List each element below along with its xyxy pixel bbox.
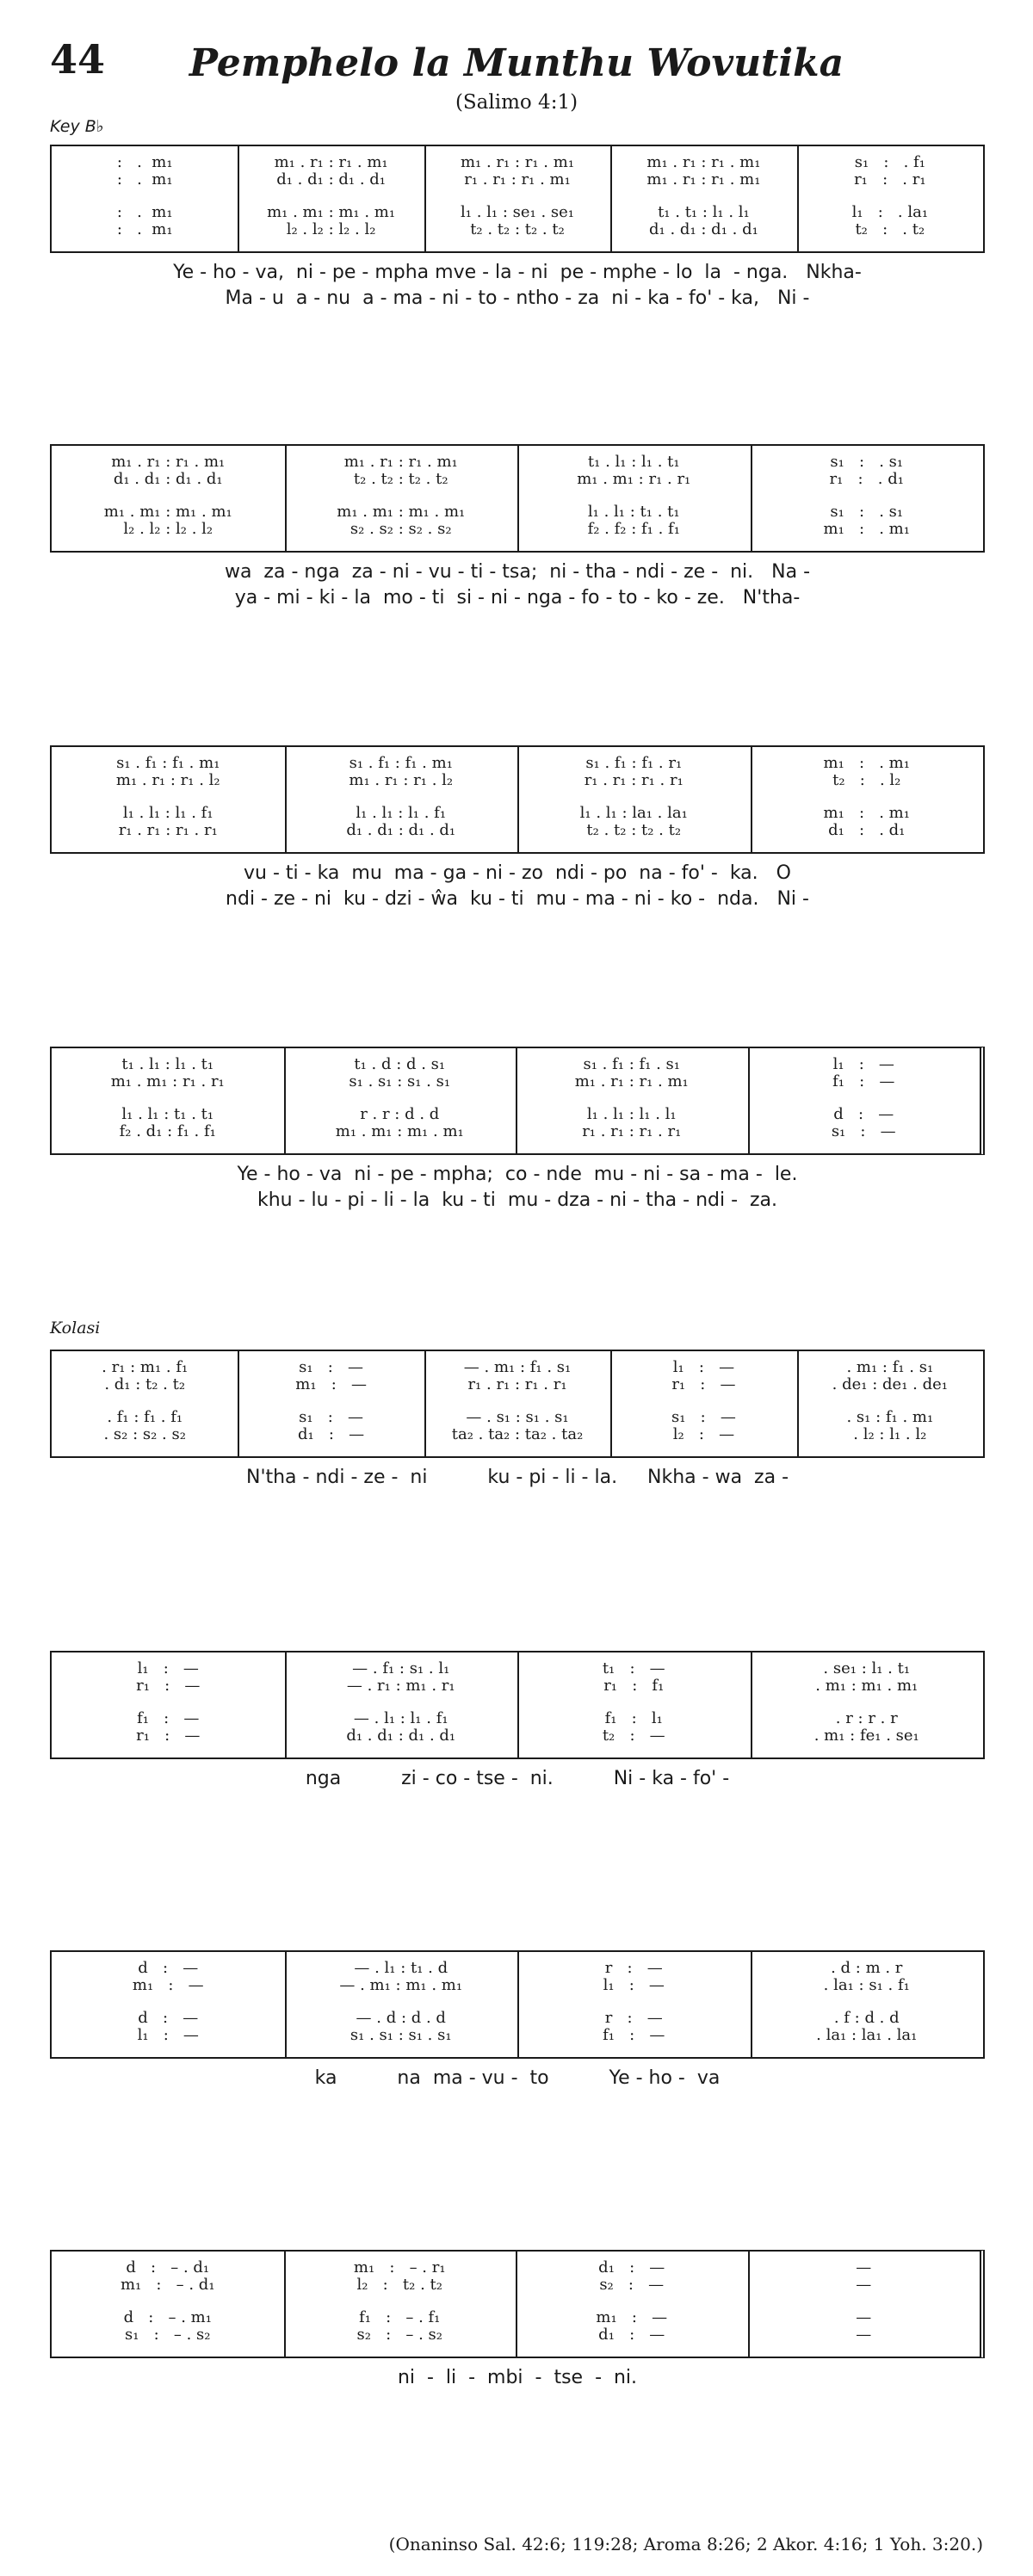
lyric-line	[50, 1768, 985, 1794]
measure-notes: d : —	[138, 1959, 199, 1977]
measure-notes: m₁ . r₁ : r₁ . m₁	[111, 453, 226, 471]
notation-row	[52, 1976, 983, 1997]
lyric-text: ni - li - mbi - tse - ni.	[397, 2367, 638, 2388]
measure-notes: m₁ : . m₁	[823, 804, 910, 822]
measure-notes: — . d : d . d	[356, 2009, 446, 2027]
measure-notes: m₁ . m₁ : r₁ . r₁	[110, 1072, 225, 1090]
measure-notes: r₁ . r₁ : r₁ . r₁	[584, 771, 684, 789]
measure-notes: m₁ : . m₁	[823, 754, 910, 772]
measure-notes: . s₁ : f₁ . m₁	[846, 1408, 934, 1426]
measure-notes: . r : r . r	[835, 1709, 898, 1727]
measure-notes: . d₁ : t₂ . t₂	[104, 1375, 186, 1393]
notation-row	[52, 470, 983, 491]
measure-notes: m₁ . m₁ : r₁ . r₁	[577, 470, 691, 488]
measure-notes: t₁ . l₁ : l₁ . t₁	[587, 453, 680, 471]
measure-notes: s₁ : – . s₂	[125, 2326, 211, 2344]
measure-notes: t₂ : . t₂	[855, 220, 925, 238]
music-system	[50, 1047, 985, 1215]
measure-notes: . se₁ : l₁ . t₁	[823, 1659, 911, 1677]
measure-notes: . l₂ : l₁ . l₂	[853, 1425, 927, 1443]
lyric-text: vu - ti - ka mu ma - ga - ni - zo ndi - po na - fo' - ka. O	[244, 862, 791, 884]
measure-notes: r₁ : —	[136, 1677, 201, 1695]
notation-row	[52, 1072, 980, 1093]
lyrics-block	[50, 561, 985, 613]
measure-notes: —	[856, 2326, 872, 2344]
measure-notes: . m₁ : fe₁ . se₁	[813, 1727, 919, 1745]
footer-references: (Onaninso Sal. 42:6; 119:28; Aroma 8:26; 2 Akor. 4:16; 1 Yoh. 3:20.)	[388, 2534, 983, 2554]
measure-notes: l₁ : —	[672, 1358, 735, 1376]
lyric-text: khu - lu - pi - li - la ku - ti mu - dza - ni - tha - ndi - za.	[257, 1189, 778, 1211]
measure-notes: r₁ . r₁ : r₁ . r₁	[118, 821, 218, 839]
measure-notes: r₁ : —	[671, 1375, 736, 1393]
measure-notes: l₁ : . la₁	[851, 203, 929, 221]
lyric-text: ya - mi - ki - la mo - ti si - ni - nga - fo - to - ko - ze. N'tha-	[234, 587, 801, 608]
music-system	[50, 1350, 985, 1492]
measure-notes: l₁ . l₁ : l₁ . l₁	[586, 1105, 677, 1123]
measure-notes: s₁ : —	[299, 1358, 364, 1376]
measure-notes: d₁ . d₁ : d₁ . d₁	[649, 220, 758, 238]
measure-notes: d₁ : —	[598, 2258, 665, 2276]
measure-notes: r₁ : —	[136, 1727, 201, 1745]
lyric-text: Ye - ho - va ni - pe - mpha; co - nde mu - ni - sa - ma - le.	[237, 1164, 798, 1185]
measure-notes: m₁ . m₁ : m₁ . m₁	[337, 503, 466, 521]
staff-box	[50, 145, 985, 253]
measure-notes: m₁ . r₁ : r₁ . m₁	[460, 153, 575, 171]
measure-notes: l₁ . l₁ : t₁ . t₁	[587, 503, 680, 521]
measure-notes: t₁ . d : d . s₁	[354, 1055, 446, 1073]
measure-notes: m₁ : —	[295, 1375, 367, 1393]
measure-notes: s₁ . f₁ : f₁ . m₁	[116, 754, 220, 772]
measure-notes: — . l₁ : t₁ . d	[354, 1959, 448, 1977]
lyric-line	[50, 2067, 985, 2093]
measure-notes: l₂ : t₂ . t₂	[356, 2276, 442, 2294]
measure-notes: d : —	[833, 1105, 894, 1123]
notation-row	[52, 1727, 983, 1747]
notation-row	[52, 2276, 980, 2296]
lyrics-block	[50, 1768, 985, 1794]
measure-notes: . de₁ : de₁ . de₁	[832, 1375, 948, 1393]
music-system	[50, 1651, 985, 1794]
lyric-line	[50, 587, 985, 613]
measure-notes: l₁ . l₁ : t₁ . t₁	[121, 1105, 214, 1123]
measure-notes: : . m₁	[116, 220, 173, 238]
measure-notes: s₁ : . f₁	[854, 153, 925, 171]
measure-notes: d₁ : —	[298, 1425, 365, 1443]
lyric-text: wa za - nga za - ni - vu - ti - tsa; ni - tha - ndi - ze - ni. Na -	[224, 561, 811, 583]
measure-notes: t₂ : —	[602, 1727, 665, 1745]
measure-notes: l₁ . l₁ : l₁ . f₁	[356, 804, 447, 822]
lyrics-block	[50, 862, 985, 914]
measure-notes: : . m₁	[116, 203, 173, 221]
lyric-line	[50, 862, 985, 888]
measure-notes: r : —	[604, 2009, 663, 2027]
measure-notes: f₁ : – . f₁	[359, 2308, 441, 2326]
measure-notes: s₁ . s₁ : s₁ . s₁	[349, 2026, 452, 2044]
hymn-subtitle: (Salimo 4:1)	[455, 91, 578, 114]
measure-notes: f₁ : —	[832, 1072, 895, 1090]
measure-notes: s₁ . f₁ : f₁ . r₁	[585, 754, 683, 772]
lyric-text: Ye - ho - va, ni - pe - mpha mve - la - ni pe - mphe - lo la - nga. Nkha-	[173, 262, 862, 283]
staff-box	[50, 1047, 985, 1155]
measure-notes: s₁ : —	[831, 1122, 896, 1140]
measure-notes: — . l₁ : l₁ . f₁	[353, 1709, 448, 1727]
measure-notes: m₁ . r₁ : r₁ . m₁	[274, 153, 388, 171]
measure-notes: ta₂ . ta₂ : ta₂ . ta₂	[451, 1425, 584, 1443]
notation-row	[52, 2026, 983, 2047]
notation-row	[52, 1122, 980, 1143]
measure-notes: m₁ . r₁ : r₁ . l₂	[115, 771, 220, 789]
measure-notes: l₁ : —	[137, 2026, 199, 2044]
music-system	[50, 1950, 985, 2093]
measure-notes: m₁ . m₁ : m₁ . m₁	[267, 203, 396, 221]
measure-notes: t₁ . t₁ : l₁ . l₁	[658, 203, 750, 221]
measure-notes: . m₁ : m₁ . m₁	[815, 1677, 919, 1695]
measure-notes: r₁ : . r₁	[854, 170, 926, 188]
measure-notes: —	[856, 2258, 872, 2276]
measure-notes: s₁ . f₁ : f₁ . m₁	[349, 754, 453, 772]
lyrics-block	[50, 262, 985, 313]
measure-notes: r . r : d . d	[360, 1105, 440, 1123]
measure-notes: m₁ . r₁ : r₁ . m₁	[646, 153, 761, 171]
measure-notes: l₁ . l₁ : l₁ . f₁	[122, 804, 213, 822]
measure-notes: s₂ : – . s₂	[356, 2326, 442, 2344]
music-system	[50, 745, 985, 914]
measure-notes: d₁ : . d₁	[828, 821, 906, 839]
measure-notes: m₁ : —	[596, 2308, 668, 2326]
measure-notes: m₁ . m₁ : m₁ . m₁	[335, 1122, 464, 1140]
measure-notes: — . m₁ : m₁ . m₁	[339, 1976, 463, 1994]
measure-notes: m₁ . r₁ : r₁ . m₁	[646, 170, 761, 188]
lyric-line	[50, 1467, 985, 1492]
measure-notes: t₁ . l₁ : l₁ . t₁	[121, 1055, 214, 1073]
measure-notes: m₁ : —	[132, 1976, 204, 1994]
lyric-line	[50, 1189, 985, 1215]
measure-notes: m₁ : – . d₁	[120, 2276, 215, 2294]
measure-notes: m₁ . r₁ : r₁ . m₁	[574, 1072, 689, 1090]
lyric-line	[50, 262, 985, 287]
measure-notes: t₂ . t₂ : t₂ . t₂	[353, 470, 448, 488]
hymn-title: Pemphelo la Munthu Wovutika	[189, 41, 844, 85]
measure-notes: l₁ : —	[603, 1976, 665, 1994]
measure-notes: —	[856, 2276, 872, 2294]
measure-notes: — . m₁ : f₁ . s₁	[463, 1358, 572, 1376]
measure-notes: r₁ . r₁ : r₁ . r₁	[467, 1375, 567, 1393]
lyric-text: Ma - u a - nu a - ma - ni - to - ntho - za ni - ka - fo' - ka, Ni -	[225, 287, 810, 309]
notation-row	[52, 1677, 983, 1697]
measure-notes: s₁ : . s₁	[830, 453, 904, 471]
music-system	[50, 2250, 985, 2393]
staff-box	[50, 2250, 985, 2358]
notation-row	[52, 170, 983, 191]
lyric-line	[50, 561, 985, 587]
key-signature: Key B♭	[50, 117, 104, 136]
measure-notes: l₂ : —	[672, 1425, 735, 1443]
measure-notes: . la₁ : s₁ . f₁	[823, 1976, 910, 1994]
measure-notes: s₂ : —	[599, 2276, 665, 2294]
measure-notes: l₂ . l₂ : l₂ . l₂	[123, 520, 213, 538]
measure-notes: m₁ . r₁ : r₁ . l₂	[349, 771, 454, 789]
measure-notes: s₁ . f₁ : f₁ . s₁	[583, 1055, 680, 1073]
measure-notes: d : – . d₁	[126, 2258, 210, 2276]
measure-notes: . s₂ : s₂ . s₂	[103, 1425, 186, 1443]
staff-box	[50, 444, 985, 553]
measure-notes: . f : d . d	[833, 2009, 900, 2027]
measure-notes: d₁ . d₁ : d₁ . d₁	[346, 1727, 456, 1745]
lyrics-block	[50, 1467, 985, 1492]
notation-row	[52, 1375, 983, 1396]
notation-row	[52, 2326, 980, 2346]
measure-notes: m₁ : – . r₁	[353, 2258, 446, 2276]
measure-notes: s₁ : —	[299, 1408, 364, 1426]
lyric-line	[50, 2367, 985, 2393]
measure-notes: d₁ . d₁ : d₁ . d₁	[276, 170, 386, 188]
measure-notes: l₁ . l₁ : la₁ . la₁	[579, 804, 688, 822]
measure-notes: f₁ : l₁	[604, 1709, 663, 1727]
staff-box	[50, 1651, 985, 1759]
measure-notes: r₁ . r₁ : r₁ . r₁	[582, 1122, 682, 1140]
measure-notes: — . r₁ : m₁ . r₁	[346, 1677, 455, 1695]
measure-notes: t₂ . t₂ : t₂ . t₂	[586, 821, 682, 839]
measure-notes: . d : m . r	[831, 1959, 903, 1977]
measure-notes: r₁ : f₁	[603, 1677, 665, 1695]
measure-notes: d : —	[138, 2009, 199, 2027]
music-system	[50, 444, 985, 613]
staff-box	[50, 1950, 985, 2059]
measure-notes: r : —	[604, 1959, 663, 1977]
measure-notes: m₁ : . m₁	[823, 520, 910, 538]
measure-notes: d : – . m₁	[123, 2308, 212, 2326]
measure-notes: t₁ : —	[602, 1659, 665, 1677]
measure-notes: m₁ . r₁ : r₁ . m₁	[343, 453, 458, 471]
lyric-line	[50, 888, 985, 914]
measure-notes: t₂ . t₂ : t₂ . t₂	[470, 220, 565, 238]
measure-notes: m₁ . m₁ : m₁ . m₁	[103, 503, 232, 521]
measure-notes: : . m₁	[116, 153, 173, 171]
measure-notes: d₁ : —	[598, 2326, 665, 2344]
notation-row	[52, 821, 983, 842]
measure-notes: s₂ . s₂ : s₂ . s₂	[349, 520, 452, 538]
measure-notes: f₂ . d₁ : f₁ . f₁	[119, 1122, 216, 1140]
notation-row	[52, 220, 983, 241]
measure-notes: — . s₁ : s₁ . s₁	[466, 1408, 569, 1426]
measure-notes: f₁ : —	[137, 1709, 200, 1727]
staff-box	[50, 1350, 985, 1458]
lyric-line	[50, 1164, 985, 1189]
measure-notes: l₁ . l₁ : se₁ . se₁	[461, 203, 575, 221]
measure-notes: . m₁ : f₁ . s₁	[846, 1358, 934, 1376]
measure-notes: l₁ : —	[832, 1055, 894, 1073]
music-system	[50, 145, 985, 313]
measure-notes: f₁ : —	[603, 2026, 665, 2044]
measure-notes: d₁ . d₁ : d₁ . d₁	[346, 821, 456, 839]
lyrics-block	[50, 2067, 985, 2093]
lyric-line	[50, 287, 985, 313]
chorus-label: Kolasi	[50, 1319, 101, 1337]
measure-notes: s₁ : —	[671, 1408, 736, 1426]
measure-notes: —	[856, 2308, 872, 2326]
lyric-text: nga zi - co - tse - ni. Ni - ka - fo' -	[305, 1768, 730, 1789]
measure-notes: s₁ : . s₁	[830, 503, 904, 521]
measure-notes: r₁ : . d₁	[829, 470, 904, 488]
notation-row	[52, 1425, 983, 1446]
measure-notes: — . f₁ : s₁ . l₁	[352, 1659, 450, 1677]
staff-box	[50, 745, 985, 854]
measure-notes: l₂ . l₂ : l₂ . l₂	[286, 220, 376, 238]
lyric-text: ndi - ze - ni ku - dzi - ŵa ku - ti mu - ma - ni - ko - nda. Ni -	[226, 888, 809, 910]
measure-notes: s₁ . s₁ : s₁ . s₁	[349, 1072, 451, 1090]
lyric-text: N'tha - ndi - ze - ni ku - pi - li - la. Nkha - wa za -	[245, 1467, 789, 1488]
measure-notes: . f₁ : f₁ . f₁	[107, 1408, 183, 1426]
lyrics-block	[50, 2367, 985, 2393]
measure-notes: f₂ . f₂ : f₁ . f₁	[587, 520, 680, 538]
lyric-text: ka na ma - vu - to Ye - ho - va	[314, 2067, 721, 2089]
measure-notes: t₂ : . l₂	[832, 771, 901, 789]
measure-notes: d₁ . d₁ : d₁ . d₁	[113, 470, 223, 488]
measure-notes: r₁ . r₁ : r₁ . m₁	[464, 170, 571, 188]
measure-notes: : . m₁	[116, 170, 173, 188]
lyrics-block	[50, 1164, 985, 1215]
notation-row	[52, 520, 983, 541]
measure-notes: . la₁ : la₁ . la₁	[816, 2026, 918, 2044]
measure-notes: . r₁ : m₁ . f₁	[102, 1358, 189, 1376]
notation-row	[52, 771, 983, 792]
measure-notes: l₁ : —	[137, 1659, 199, 1677]
hymn-number: 44	[50, 36, 106, 83]
